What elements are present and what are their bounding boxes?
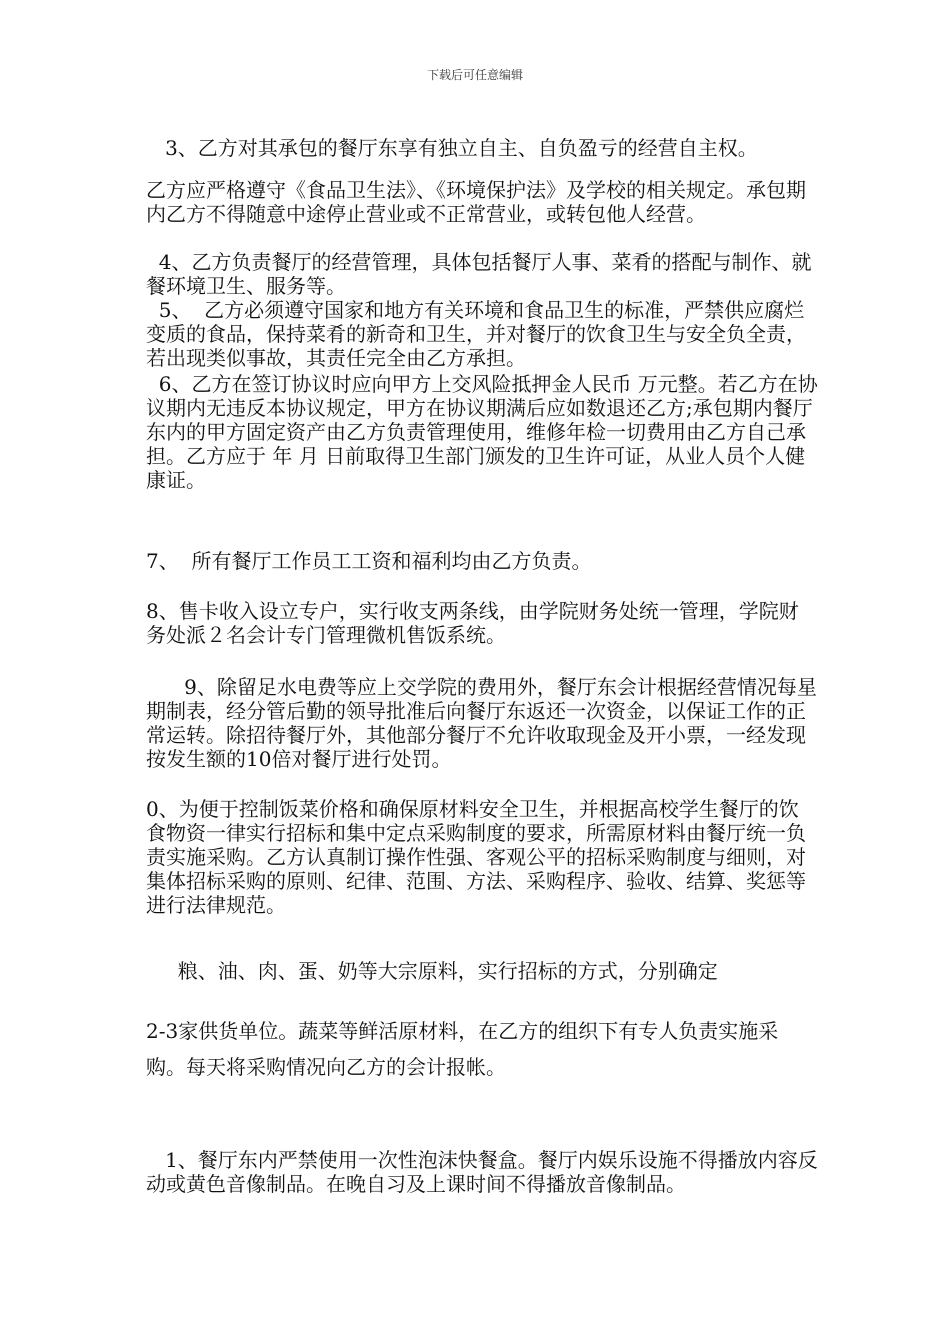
paragraph-8: 8、售卡收入设立专户，实行收支两条线，由学院财务处统一管理，学院财务处派２名会计专门管理微机售饭系统。 — [146, 599, 799, 647]
paragraph-6: 6、乙方在签订协议时应向甲方上交风险抵押金人民币 万元整。若乙方在协议期内无违反本协议规定，甲方在协议期满后应如数退还乙方;承包期内餐厅东内的甲方固定资产由乙方负责管理使用，维修年检一切费用由乙方自己承担。乙方应于 年 月 日前取得卫生部门颁发的卫生许可证，从业人员个人健康证。 — [146, 372, 818, 492]
paragraph-raw-materials: 粮、油、肉、蛋、奶等大宗原料，实行招标的方式，分别确定 — [146, 959, 718, 983]
page-header-note: 下载后可任意编辑 — [426, 68, 523, 82]
paragraph-10: 0、为便于控制饭菜价格和确保原材料安全卫生，并根据高校学生餐厅的饮食物资一律实行招标和集中定点采购制度的要求，所需原材料由餐厅统一负责实施采购。乙方认真制订操作性强、客观公平的招标采购制度与细则，对集体招标采购的原则、纪律、范围、方法、采购程序、验收、结算、奖惩等进行法律规范。 — [146, 797, 806, 917]
paragraph-suppliers: 2-3家供货单位。蔬菜等鲜活原材料，在乙方的组织下有专人负责实施采购。每天将采购情况向乙方的会计报帐。 — [146, 1019, 779, 1079]
paragraph-3: 3、乙方对其承包的餐厅东享有独立自主、自负盈亏的经营自主权。 — [146, 136, 758, 160]
paragraph-3-cont: 乙方应严格遵守《食品卫生法》、《环境保护法》及学校的相关规定。承包期内乙方不得随意中途停止营业或不正常营业，或转包他人经营。 — [146, 178, 806, 226]
paragraph-9: 9、除留足水电费等应上交学院的费用外，餐厅东会计根据经营情况每星期制表，经分管后勤的领导批准后向餐厅东返还一次资金，以保证工作的正常运转。除招待餐厅外，其他部分餐厅不允许收取现金及开小票，一经发现按发生额的10倍对餐厅进行处罚。 — [146, 675, 817, 771]
paragraph-4: 4、乙方负责餐厅的经营管理，具体包括餐厅人事、菜肴的搭配与制作、就餐环境卫生、服务等。 — [146, 250, 812, 298]
paragraph-7: 7、 所有餐厅工作员工工资和福利均由乙方负责。 — [146, 549, 592, 573]
paragraph-5: 5、 乙方必须遵守国家和地方有关环境和食品卫生的标准，严禁供应腐烂变质的食品，保持菜肴的新奇和卫生，并对餐厅的饮食卫生与安全负全责，若出现类似事故，其责任完全由乙方承担。 — [146, 298, 806, 370]
paragraph-1: 1、餐厅东内严禁使用一次性泡沫快餐盒。餐厅内娱乐设施不得播放内容反动或黄色音像制品。在晚自习及上课时间不得播放音像制品。 — [146, 1148, 818, 1196]
